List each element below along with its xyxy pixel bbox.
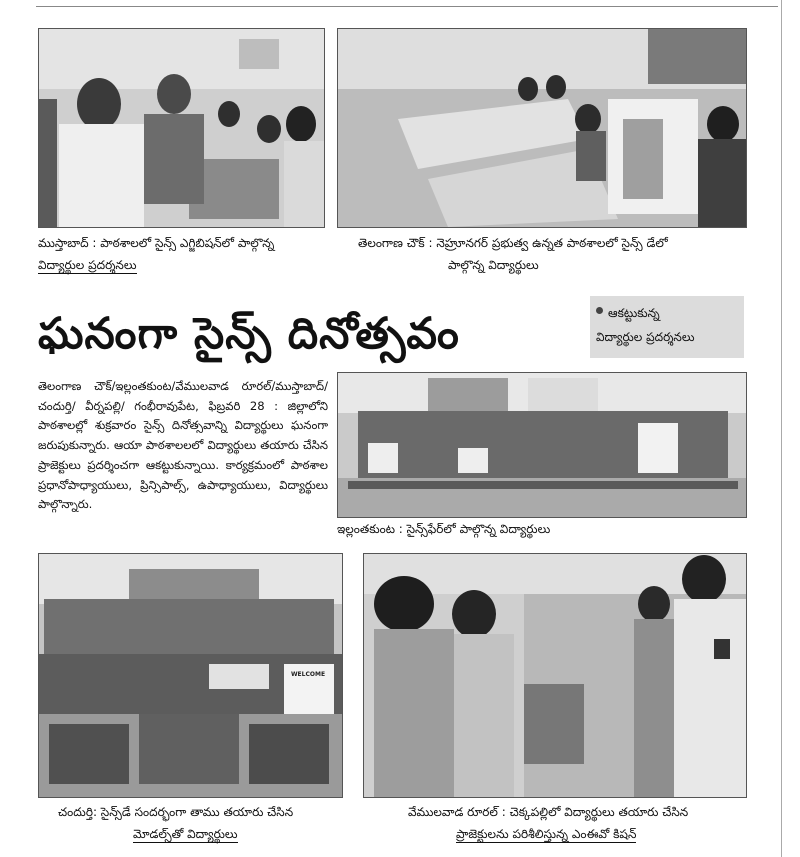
caption-line: ముస్తాబాద్ : పాఠశాలలో సైన్స్ ఎగ్జిబిషన్‌లో పాల్గొన్న (38, 236, 275, 250)
photo-telangana-chowk-science-day (337, 28, 747, 228)
caption-vemulawada (390, 801, 760, 845)
column-rule (781, 0, 782, 857)
bullet-icon (596, 307, 603, 314)
photo-illanthakunta-science-fair (337, 372, 747, 518)
top-rule (36, 6, 778, 7)
photo-vemulawada-projects (363, 553, 747, 798)
caption-line: విద్యార్థుల ప్రదర్శనలు (38, 258, 137, 272)
kicker-line: ఆకట్టుకున్న (608, 306, 660, 320)
caption-line: పాల్గొన్న విద్యార్థులు (448, 258, 539, 272)
caption-line: ఇల్లంతకుంట : సైన్స్‌ఫేర్‌లో పాల్గొన్న విద్యార్థులు (337, 522, 551, 536)
caption-line: చందుర్తి: సైన్స్‌డే సందర్భంగా తాము తయారు చేసిన (58, 805, 294, 819)
page-title: ఘనంగా సైన్స్ దినోత్సవం (38, 309, 460, 359)
caption-mustabad (38, 232, 328, 276)
caption-chandurthi (38, 801, 348, 845)
caption-line: ప్రాజెక్టులను పరిశీలిస్తున్న ఎంఈవో కిషన్ (456, 827, 637, 841)
photo-chandurthi-models (38, 553, 343, 798)
kicker-line: విద్యార్థుల ప్రదర్శనలు (596, 330, 695, 344)
caption-line: తెలంగాణ చౌక్ : నెహ్రూనగర్ ప్రభుత్వ ఉన్నత పాఠశాలలో సైన్స్ డేలో (358, 236, 668, 250)
photo-mustabad-exhibition (38, 28, 325, 228)
caption-line: మోడల్స్‌తో విద్యార్థులు (133, 827, 238, 841)
caption-illanthakunta (337, 518, 637, 540)
caption-line: వేములవాడ రూరల్ : చెక్కపల్లిలో విద్యార్థులు తయారు చేసిన (408, 805, 689, 819)
welcome-sign: WELCOME (290, 671, 326, 678)
kicker-box (590, 296, 744, 358)
caption-telangana-chowk (358, 232, 748, 276)
article-body: తెలంగాణ చౌక్/ఇల్లంతకుంట/వేములవాడ రూరల్/ముస్తాబాద్/చందుర్తి/ వీర్నపల్లి/ గంభీరావుపేట, ఫిబ్రవరి 28 : జిల్లాలోని పాఠశాలల్లో శుక్రవారం సైన్స్ దినోత్సవాన్ని విద్యార్థులు ఘనంగా జరుపుకున్నారు. ఆయా పాఠశాలలలో విద్యార్థులు తయారు చేసిన ప్రాజెక్టులు ప్రదర్శించగా ఆకట్టుకున్నాయి. కార్యక్రమంలో పాఠశాల ప్రధానోపాధ్యాయులు, ప్రిన్సిపాల్స్, ఉపాధ్యాయులు, విద్యార్థులు పాల్గొన్నారు. (38, 379, 328, 512)
